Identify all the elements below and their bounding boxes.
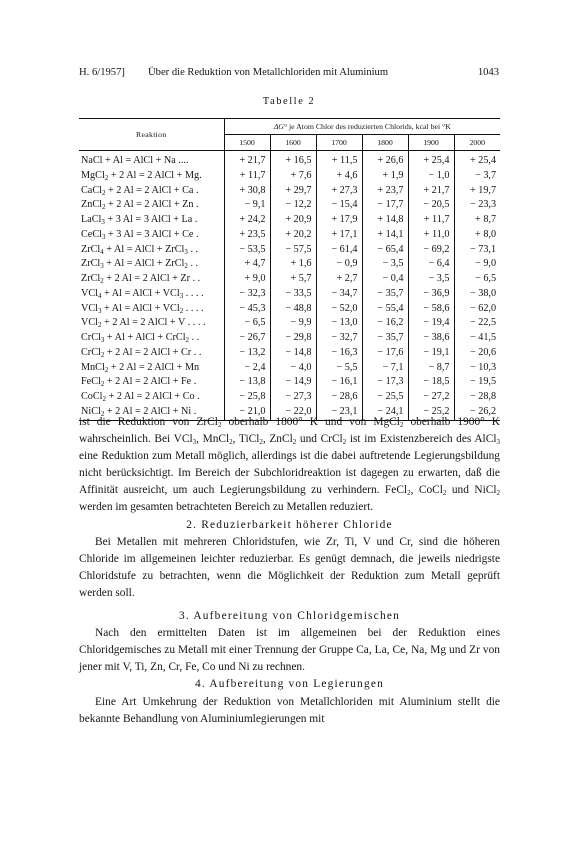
value-cell: + 23,5 [224,228,270,243]
table-row [79,316,500,331]
value-cell: − 3,7 [454,169,500,184]
value-cell: − 14,8 [270,346,316,361]
table-row [79,243,500,258]
value-cell: − 27,2 [408,390,454,405]
table-row [79,228,500,243]
value-cell: − 48,8 [270,302,316,317]
table-row [79,331,500,346]
table-caption: Tabelle 2 [262,96,316,107]
table-row [79,302,500,317]
table-row [79,375,500,390]
value-cell: + 9,0 [224,272,270,287]
table-row [79,151,500,169]
value-cell: − 25,8 [224,390,270,405]
value-cell: − 18,5 [408,375,454,390]
reaction-cell: VCl$_3$ + Al = AlCl + VCl$_2$ . . . . [81,302,204,315]
value-cell: + 21,7 [224,151,270,169]
value-cell: + 16,5 [270,151,316,169]
value-cell: − 38,0 [454,287,500,302]
temperature-header: 1600 [270,135,316,151]
table-row [79,213,500,228]
value-cell: + 7,6 [270,169,316,184]
temperature-header: 1800 [362,135,408,151]
value-cell: − 32,3 [224,287,270,302]
running-title: Über die Reduktion von Metallchloriden mit Aluminium [148,67,389,78]
body-text [79,414,500,728]
value-cell: − 73,1 [454,243,500,258]
value-cell: − 25,5 [362,390,408,405]
value-cell: + 1,9 [362,169,408,184]
value-cell: + 25,4 [408,151,454,169]
value-cell: − 24,1 [362,405,408,420]
value-cell: − 27,3 [270,390,316,405]
value-cell: − 19,1 [408,346,454,361]
reaction-cell: MnCl$_2$ + 2 Al = 2 AlCl + Mn [81,361,200,374]
page-number: 1043 [477,67,499,78]
value-cell: + 25,4 [454,151,500,169]
value-cell: − 17,7 [362,198,408,213]
value-cell: − 62,0 [454,302,500,317]
table-row [79,346,500,361]
value-cell: − 8,7 [408,361,454,376]
value-cell: − 13,0 [316,316,362,331]
reaction-cell: CaCl$_2$ + 2 Al = 2 AlCl + Ca . [81,184,199,197]
reaction-cell: VCl$_4$ + Al = AlCl + VCl$_3$ . . . . [81,287,204,300]
value-cell: − 15,4 [316,198,362,213]
reaction-cell: CrCl$_3$ + Al + AlCl + CrCl$_2$ . . [81,332,200,344]
reaction-cell: ZnCl$_2$ + 2 Al = 2 AlCl + Zn . [81,199,199,212]
reaction-cell: ZrCl$_2$ + 2 Al = 2 AlCl + Zr . . [81,273,201,285]
reaction-cell: NiCl$_2$ + 2 Al = 2 AlCl + Ni . [79,405,224,420]
value-cell: − 41,5 [454,331,500,346]
table-row [79,169,500,184]
reaction-cell: CeCl$_3$ + 3 Al = 3 AlCl + Ce . [81,228,199,241]
paragraph-2: Bei Metallen mit mehreren Chloridstufen, wie Zr, Ti, V und Cr, sind die höheren Chloride im allgemeinen leichter reduzierbar. Es genügt demnach, die jeweils niedrigste Chloridstufe zu betrachten, wenn die Möglichkeit der Reduktion zum Metall geprüft werden soll. [79,535,500,599]
value-cell: − 23,1 [316,405,362,420]
value-cell: − 45,3 [224,302,270,317]
delta-g-symbol: ΔG° [273,122,288,131]
value-cell: + 11,7 [408,213,454,228]
value-cell: − 35,7 [362,287,408,302]
value-cell: − 17,3 [362,375,408,390]
table-row [79,390,500,405]
value-cell: − 33,5 [270,287,316,302]
table-row [79,361,500,376]
value-cell: − 0,4 [362,272,408,287]
paragraph-3: Nach den ermittelten Daten ist im allgemeinen bei der Reduktion eines Chloridgemisches zu Metall mit einer Trennung der Gruppe Ca, La, Ce, Na, Mg und Zr von jener mit V, Ti, Zn, Cr, Fe, Co und Ni zu rechnen. [79,627,500,674]
value-cell: − 17,6 [362,346,408,361]
value-cell: − 7,1 [362,361,408,376]
value-cell: − 5,5 [316,361,362,376]
temperature-header: 1700 [316,135,362,151]
value-cell: − 38,6 [408,331,454,346]
value-cell: + 14,1 [362,228,408,243]
value-cell: − 57,5 [270,243,316,258]
value-cell: + 20,2 [270,228,316,243]
value-cell: − 19,5 [454,375,500,390]
value-cell: − 16,1 [316,375,362,390]
table-row [79,198,500,213]
value-cell: − 20,6 [454,346,500,361]
value-cell: − 4,0 [270,361,316,376]
value-cell: − 52,0 [316,302,362,317]
value-cell: − 6,4 [408,257,454,272]
header-delta-g [224,119,500,135]
value-cell: − 58,6 [408,302,454,317]
section-heading-3: 3. Aufbereitung von Chloridgemischen [179,610,400,623]
temperature-header: 1500 [224,135,270,151]
value-cell: + 17,1 [316,228,362,243]
value-cell: + 19,7 [454,184,500,199]
issue-reference: H. 6/1957] [79,67,125,78]
value-cell: − 9,9 [270,316,316,331]
table-row [79,184,500,199]
reaction-cell: ZrCl$_4$ + Al = AlCl + ZrCl$_3$ . . [81,243,199,256]
value-cell: + 21,7 [408,184,454,199]
value-cell: − 1,0 [408,169,454,184]
value-cell: + 14,8 [362,213,408,228]
reaction-cell: ZrCl$_3$ + Al = AlCl + ZrCl$_2$ . . [81,258,199,271]
value-cell: + 8,0 [454,228,500,243]
table-body [79,151,500,421]
value-cell: − 36,9 [408,287,454,302]
value-cell: − 19,4 [408,316,454,331]
header-delta-g-text: je Atom Chlor des reduzierten Chlorids, kcal bei °K [287,122,451,131]
value-cell: − 6,5 [454,272,500,287]
value-cell: − 2,4 [224,361,270,376]
table-row [79,272,500,287]
section-heading-4: 4. Aufbereitung von Legierungen [194,678,385,691]
temperature-header: 2000 [454,135,500,151]
value-cell: + 1,6 [270,257,316,272]
section-heading-2: 2. Reduzierbarkeit höherer Chloride [186,518,393,531]
value-cell: + 5,7 [270,272,316,287]
running-header [79,67,499,83]
value-cell: − 12,2 [270,198,316,213]
reaction-cell: CrCl$_2$ + 2 Al = 2 AlCl + Cr . . [81,346,202,359]
value-cell: + 4,6 [316,169,362,184]
value-cell: + 11,0 [408,228,454,243]
value-cell: − 29,8 [270,331,316,346]
value-cell: + 24,2 [224,213,270,228]
value-cell: − 55,4 [362,302,408,317]
value-cell: − 34,7 [316,287,362,302]
value-cell: + 27,3 [316,184,362,199]
value-cell: − 32,7 [316,331,362,346]
value-cell: − 6,5 [224,316,270,331]
table-row [79,287,500,302]
reaction-cell: CoCl$_2$ + 2 Al = 2 AlCl + Co . [81,391,200,403]
value-cell: − 53,5 [224,243,270,258]
value-cell: + 17,9 [316,213,362,228]
reaction-cell: NaCl + Al = AlCl + Na .... [81,155,189,166]
value-cell: − 3,5 [408,272,454,287]
reaction-cell: MgCl$_2$ + 2 Al = 2 AlCl + Mg. [81,169,202,182]
value-cell: + 4,7 [224,257,270,272]
value-cell: + 2,7 [316,272,362,287]
value-cell: + 26,6 [362,151,408,169]
value-cell: + 11,7 [224,169,270,184]
value-cell: + 20,9 [270,213,316,228]
value-cell: − 9,0 [454,257,500,272]
value-cell: − 16,2 [362,316,408,331]
value-cell: − 26,7 [224,331,270,346]
value-cell: − 13,8 [224,375,270,390]
temperature-header: 1900 [408,135,454,151]
paragraph-1: ist die Reduktion von ZrCl$_2$ oberhalb 1800° K und von MgCl$_2$ oberhalb 1900° K wahrscheinlich. Bei VCl$_3$, MnCl$_2$, TiCl$_2$, ZnCl$_2$ und CrCl$_2$ ist im Existenzbereich des AlCl$_3$ eine Reduktion zum Metall möglich, allerdings ist die dabei auftretende Legierungsbildung nicht berücksichtigt. Im Bereich der Subchloridreaktion ist dagegen zu erwarten, daß die Affinität ausreicht, um auch Legierungsbildung zu verhindern. FeCl$_2$, CoCl$_2$ und NiCl$_2$ werden im gesamten betrachteten Bereich zu Metallen reduziert. [79,416,500,514]
value-cell: − 65,4 [362,243,408,258]
value-cell: − 10,3 [454,361,500,376]
value-cell: − 14,9 [270,375,316,390]
value-cell: − 28,8 [454,390,500,405]
value-cell: − 22,5 [454,316,500,331]
value-cell: − 28,6 [316,390,362,405]
table-row [79,257,500,272]
value-cell: − 9,1 [224,198,270,213]
value-cell: − 13,2 [224,346,270,361]
paragraph-4: Eine Art Umkehrung der Reduktion von Metallchloriden mit Aluminium stellt die bekannte Behandlung von Aluminiumlegierungen mit [79,695,500,725]
value-cell: + 11,5 [316,151,362,169]
value-cell: + 29,7 [270,184,316,199]
value-cell: − 69,2 [408,243,454,258]
value-cell: − 23,3 [454,198,500,213]
value-cell: + 8,7 [454,213,500,228]
reaction-cell: LaCl$_3$ + 3 Al = 3 AlCl + La . [81,214,198,226]
free-energy-table [79,118,500,421]
value-cell: − 61,4 [316,243,362,258]
value-cell: + 23,7 [362,184,408,199]
value-cell: − 22,0 [270,405,316,420]
value-cell: − 16,3 [316,346,362,361]
value-cell: − 25,2 [408,405,454,420]
value-cell: − 0,9 [316,257,362,272]
reaction-cell: FeCl$_2$ + 2 Al = 2 AlCl + Fe . [81,376,197,389]
value-cell: − 26,2 [454,405,500,420]
value-cell: − 20,5 [408,198,454,213]
header-reaction: Reaktion [79,119,224,151]
value-cell: − 21,0 [224,405,270,420]
value-cell: − 3,5 [362,257,408,272]
reaction-cell: VCl$_2$ + 2 Al = 2 AlCl + V . . . . [81,317,206,330]
value-cell: − 35,7 [362,331,408,346]
value-cell: + 30,8 [224,184,270,199]
